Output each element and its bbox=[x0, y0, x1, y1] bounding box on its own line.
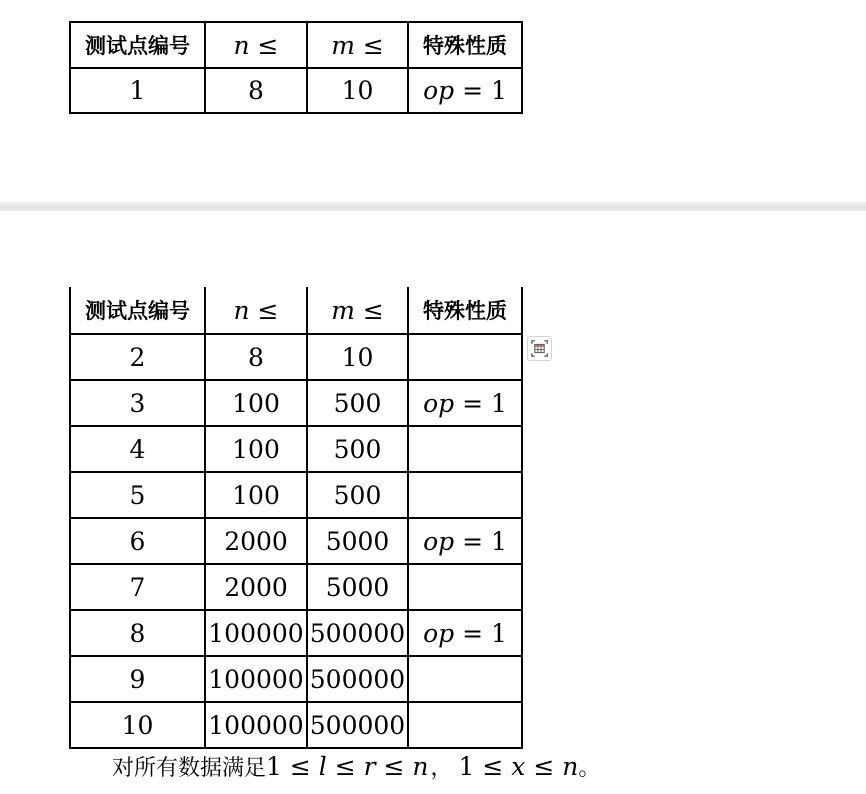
header-cell: m ≤ bbox=[307, 22, 408, 68]
data-cell bbox=[408, 472, 522, 518]
data-cell: 100 bbox=[205, 380, 307, 426]
table-row bbox=[70, 426, 522, 472]
data-cell: 500 bbox=[307, 380, 408, 426]
data-cell: 8 bbox=[205, 68, 307, 113]
page-divider bbox=[0, 202, 866, 211]
table-header-row bbox=[70, 22, 522, 68]
data-cell: 100 bbox=[205, 426, 307, 472]
table-row bbox=[70, 564, 522, 610]
data-cell: 100000 bbox=[205, 610, 307, 656]
data-cell: 3 bbox=[70, 380, 205, 426]
table-row bbox=[70, 380, 522, 426]
data-cell: 500 bbox=[307, 472, 408, 518]
data-cell bbox=[408, 564, 522, 610]
header-cell: 测试点编号 bbox=[70, 22, 205, 68]
data-cell: 1 bbox=[70, 68, 205, 113]
data-cell: 5 bbox=[70, 472, 205, 518]
data-cell: 8 bbox=[70, 610, 205, 656]
constraints-comma: ， bbox=[430, 755, 453, 780]
data-cell: 7 bbox=[70, 564, 205, 610]
table-row bbox=[70, 518, 522, 564]
constraints-math-1: 1 ≤ l ≤ r ≤ n bbox=[266, 752, 429, 781]
data-cell: 2 bbox=[70, 334, 205, 380]
data-cell bbox=[408, 334, 522, 380]
header-cell: 测试点编号 bbox=[70, 287, 205, 334]
data-cell: 6 bbox=[70, 518, 205, 564]
data-cell: op = 1 bbox=[408, 68, 522, 113]
constraints-math-2: 1 ≤ x ≤ n bbox=[458, 752, 579, 781]
data-cell: 4 bbox=[70, 426, 205, 472]
data-cell: 5000 bbox=[307, 518, 408, 564]
table-row bbox=[70, 334, 522, 380]
constraints-table-page2 bbox=[69, 287, 523, 749]
table-tool-button[interactable] bbox=[527, 336, 552, 361]
data-cell: 2000 bbox=[205, 564, 307, 610]
data-cell: 500000 bbox=[307, 610, 408, 656]
data-cell: 500 bbox=[307, 426, 408, 472]
data-cell: 100 bbox=[205, 472, 307, 518]
data-cell: op = 1 bbox=[408, 380, 522, 426]
header-cell: 特殊性质 bbox=[408, 22, 522, 68]
table-row bbox=[70, 472, 522, 518]
data-cell: 10 bbox=[70, 702, 205, 748]
table-row bbox=[70, 656, 522, 702]
data-cell: 5000 bbox=[307, 564, 408, 610]
data-cell: 100000 bbox=[205, 702, 307, 748]
header-cell: m ≤ bbox=[307, 287, 408, 334]
data-cell: op = 1 bbox=[408, 610, 522, 656]
table-row bbox=[70, 68, 522, 113]
data-cell: 10 bbox=[307, 68, 408, 113]
data-cell: 500000 bbox=[307, 702, 408, 748]
data-constraints-line bbox=[112, 750, 600, 785]
constraints-prefix-text: 对所有数据满足 bbox=[112, 755, 267, 780]
constraints-table-page1 bbox=[69, 21, 523, 114]
data-cell bbox=[408, 426, 522, 472]
table-row bbox=[70, 702, 522, 748]
data-cell: op = 1 bbox=[408, 518, 522, 564]
data-cell: 8 bbox=[205, 334, 307, 380]
data-cell: 2000 bbox=[205, 518, 307, 564]
data-cell: 9 bbox=[70, 656, 205, 702]
data-cell bbox=[408, 656, 522, 702]
table-header-row bbox=[70, 287, 522, 334]
table-grid-icon bbox=[529, 338, 550, 359]
constraints-period: 。 bbox=[578, 755, 601, 780]
data-cell: 500000 bbox=[307, 656, 408, 702]
header-cell: n ≤ bbox=[205, 22, 307, 68]
header-cell: n ≤ bbox=[205, 287, 307, 334]
data-cell bbox=[408, 702, 522, 748]
data-cell: 10 bbox=[307, 334, 408, 380]
table-row bbox=[70, 610, 522, 656]
data-cell: 100000 bbox=[205, 656, 307, 702]
header-cell: 特殊性质 bbox=[408, 287, 522, 334]
